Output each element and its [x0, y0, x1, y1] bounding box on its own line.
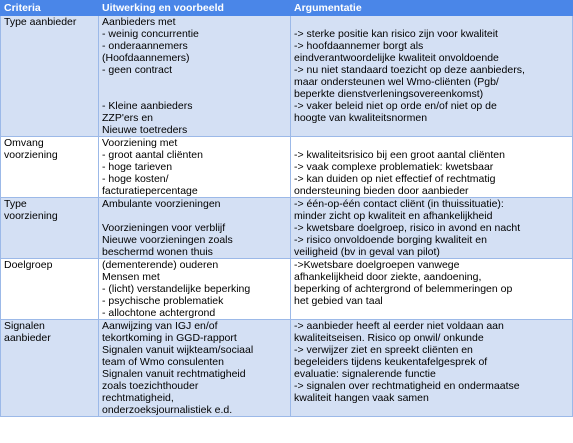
cell-line: - Kleine aanbieders: [102, 100, 193, 112]
cell-line: (Hoofdaannemers): [102, 52, 190, 64]
uitwerking-cell: [99, 137, 291, 198]
cell-line: beperking of achtergrond of belemmeringen op: [294, 283, 513, 295]
cell-line: - onderaannemers: [102, 40, 188, 52]
cell-line: Ambulante voorzieningen: [102, 198, 221, 210]
cell-line: ondersteuning bieden door aanbieder: [294, 185, 469, 197]
cell-line: -> één-op-één contact cliënt (in thuissituatie):: [294, 198, 504, 210]
cell-line: -> nu niet standaard toezicht op deze aanbieders,: [294, 64, 525, 76]
table-body: [1, 16, 573, 417]
cell-line: (dementerende) ouderen: [102, 259, 219, 271]
header-row: [1, 1, 573, 16]
cell-line: Voorzieningen voor verblijf: [102, 222, 226, 234]
cell-line: - psychische problematiek: [102, 295, 224, 307]
uitwerking-cell: [99, 198, 291, 259]
argumentatie-cell: [291, 320, 573, 417]
table-row: [1, 320, 573, 417]
cell-line: zoals toezichthouder: [102, 380, 199, 392]
criteria-cell: [1, 198, 99, 259]
cell-line: hoogte van kwaliteitsnormen: [294, 112, 428, 124]
cell-line: Signalen vanuit rechtmatigheid: [102, 368, 246, 380]
uitwerking-cell: [99, 259, 291, 320]
argumentatie-cell: [291, 198, 573, 259]
cell-line: - weinig concurrentie: [102, 28, 199, 40]
cell-line: Type: [4, 198, 27, 210]
cell-line: minder zicht op kwaliteit en afhankelijkheid: [294, 210, 493, 222]
cell-line: - allochtone achtergrond: [102, 307, 216, 319]
cell-line: aanbieder: [4, 332, 51, 344]
cell-line: Aanbieders met: [102, 16, 176, 28]
cell-line: - hoge tarieven: [102, 161, 173, 173]
cell-line: Voorziening met: [102, 137, 178, 149]
cell-line: -> risico onvoldoende borging kwaliteit en: [294, 234, 487, 246]
cell-line: facturatiepercentage: [102, 185, 198, 197]
cell-line: -> hoofdaannemer borgt als: [294, 40, 424, 52]
cell-line: Mensen met: [102, 271, 160, 283]
cell-line: -> kan duiden op niet effectief of rechtmatig: [294, 173, 496, 185]
cell-line: het gebied van taal: [294, 295, 383, 307]
cell-line: - hoge kosten/: [102, 173, 169, 185]
cell-line: maar ondersteunen wel Wmo-cliënten (Pgb/: [294, 76, 499, 88]
cell-line: [102, 88, 287, 100]
cell-line: -> kwaliteitsrisico bij een groot aantal cliënten: [294, 149, 505, 161]
cell-line: beschermd wonen thuis: [102, 246, 213, 258]
criteria-cell: [1, 320, 99, 417]
cell-line: Signalen: [4, 320, 45, 332]
cell-line: - (licht) verstandelijke beperking: [102, 283, 251, 295]
cell-line: afhankelijkheid door ziekte, aandoening,: [294, 271, 482, 283]
cell-line: Doelgroep: [4, 259, 53, 271]
table-row: [1, 137, 573, 198]
cell-line: onderzoeksjournalistiek e.d.: [102, 404, 233, 416]
cell-line: Nieuwe toetreders: [102, 124, 188, 136]
cell-line: -> aanbieder heeft al eerder niet voldaan aan: [294, 320, 504, 332]
cell-line: -> vaak complexe problematiek: kwetsbaar: [294, 161, 494, 173]
header-argumentatie: Argumentatie: [291, 1, 573, 16]
cell-line: team of Wmo consulenten: [102, 356, 224, 368]
header-criteria: Criteria: [1, 1, 99, 16]
table-row: [1, 259, 573, 320]
cell-line: tekortkoming in GGD-rapport: [102, 332, 237, 344]
criteria-cell: [1, 137, 99, 198]
cell-line: -> verwijzer ziet en spreekt cliënten en: [294, 344, 473, 356]
cell-line: Type aanbieder: [4, 16, 77, 28]
cell-line: [294, 307, 569, 319]
cell-line: [294, 124, 569, 136]
cell-line: [294, 404, 569, 416]
cell-line: veiligheid (bv in geval van pilot): [294, 246, 440, 258]
table-row: [1, 198, 573, 259]
cell-line: evaluatie: signalerende functie: [294, 368, 436, 380]
cell-line: -> signalen over rechtmatigheid en ondermaatse: [294, 380, 520, 392]
criteria-cell: [1, 16, 99, 137]
cell-line: Nieuwe voorzieningen zoals: [102, 234, 233, 246]
cell-line: Omvang: [4, 137, 44, 149]
cell-line: Signalen vanuit wijkteam/sociaal: [102, 344, 254, 356]
cell-line: voorziening: [4, 149, 58, 161]
cell-line: kwaliteit hangen vaak samen: [294, 392, 429, 404]
cell-line: voorziening: [4, 210, 58, 222]
argumentatie-cell: [291, 16, 573, 137]
cell-line: kwaliteitseisen. Risico op onwil/ onkunde: [294, 332, 484, 344]
cell-line: Aanwijzing van IGJ en/of: [102, 320, 218, 332]
argumentatie-cell: [291, 259, 573, 320]
cell-line: rechtmatigheid,: [102, 392, 174, 404]
cell-line: -> kwetsbare doelgroep, risico in avond en nacht: [294, 222, 521, 234]
cell-line: [294, 16, 569, 28]
cell-line: [102, 210, 287, 222]
table-row: [1, 16, 573, 137]
cell-line: begeleiders tijdens keukentafelgesprek of: [294, 356, 488, 368]
cell-line: - groot aantal cliënten: [102, 149, 203, 161]
cell-line: -> sterke positie kan risico zijn voor kwaliteit: [294, 28, 498, 40]
cell-line: -> vaker beleid niet op orde en/of niet op de: [294, 100, 497, 112]
cell-line: [102, 76, 287, 88]
criteria-cell: [1, 259, 99, 320]
cell-line: ->Kwetsbare doelgroepen vanwege: [294, 259, 460, 271]
cell-line: - geen contract: [102, 64, 173, 76]
cell-line: ZZP'ers en: [102, 112, 154, 124]
header-uitwerking: Uitwerking en voorbeeld: [99, 1, 291, 16]
cell-line: beperkte dienstverleningsovereenkomst): [294, 88, 484, 100]
uitwerking-cell: [99, 16, 291, 137]
argumentatie-cell: [291, 137, 573, 198]
cell-line: [294, 137, 569, 149]
uitwerking-cell: [99, 320, 291, 417]
cell-line: eindverantwoordelijke kwaliteit onvoldoende: [294, 52, 499, 64]
